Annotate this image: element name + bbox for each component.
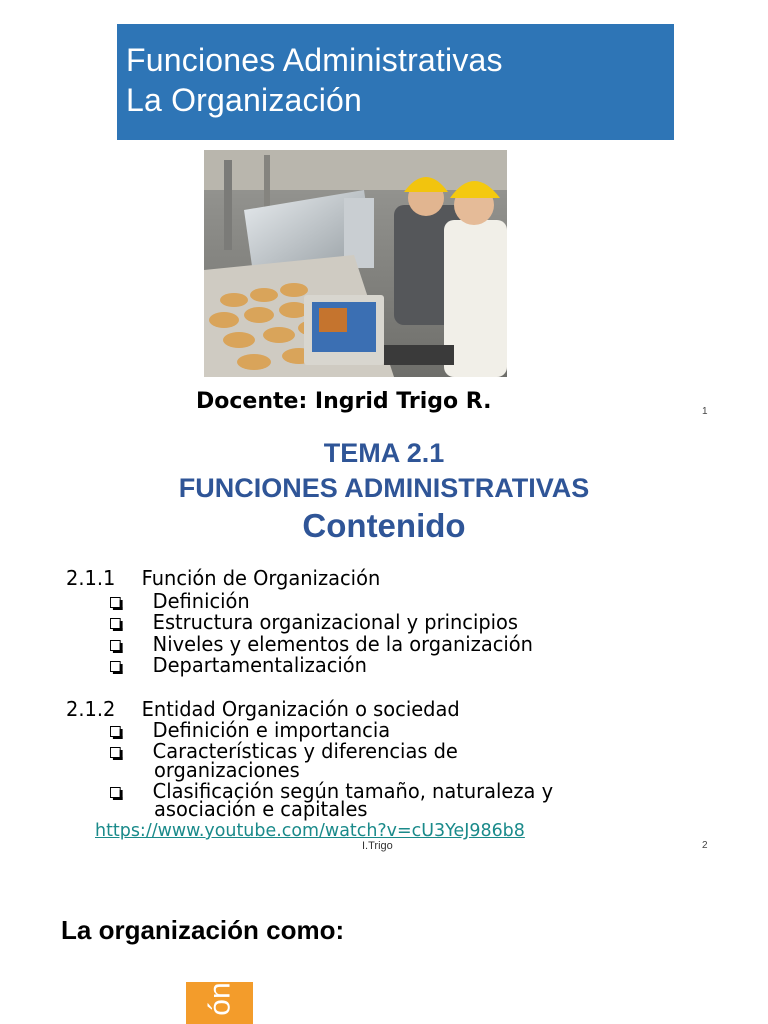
footer-author: I.Trigo <box>362 840 393 852</box>
section-number: 2.1.2 <box>66 697 116 721</box>
list-item-text: Niveles y elementos de la organización <box>152 632 533 656</box>
list-item-continuation <box>154 758 300 782</box>
contenido-heading: Contenido <box>302 507 466 544</box>
list-item-text: Clasificación según tamaño, naturaleza y <box>152 779 554 803</box>
title-banner <box>117 24 674 140</box>
section-2-1-2 <box>66 698 460 720</box>
list-item-text: asociación e capitales <box>154 797 368 821</box>
checkbox-bullet-icon <box>110 597 121 608</box>
slide3-heading: La organización como: <box>61 915 345 945</box>
checkbox-bullet-icon <box>110 747 121 758</box>
checkbox-bullet-icon <box>110 787 121 798</box>
checkbox-bullet-icon <box>110 618 121 629</box>
section-title: Entidad Organización o sociedad <box>141 697 460 721</box>
list-item-text: Definición <box>152 589 250 613</box>
section-number: 2.1.1 <box>66 566 116 590</box>
orange-tab <box>186 982 253 1024</box>
list-item-continuation <box>154 797 368 821</box>
checkbox-bullet-icon <box>110 661 121 672</box>
list-item-text: organizaciones <box>154 758 300 782</box>
list-item <box>110 591 250 611</box>
section-2-1-1 <box>66 567 380 589</box>
factory-workers-photo <box>204 150 507 377</box>
list-item <box>110 655 367 675</box>
page-number-1: 1 <box>702 406 708 417</box>
docente-label: Docente: Ingrid Trigo R. <box>196 389 492 414</box>
orange-tab-text: ón <box>203 982 237 1016</box>
section-title: Función de Organización <box>141 566 381 590</box>
title-line-2: La Organización <box>126 82 363 118</box>
page-number-2: 2 <box>702 840 708 851</box>
tema-heading: TEMA 2.1 <box>323 438 445 468</box>
checkbox-bullet-icon <box>110 640 121 651</box>
list-item-text: Estructura organizacional y principios <box>152 610 519 634</box>
list-item-text: Departamentalización <box>152 653 367 677</box>
title-line-1: Funciones Administrativas <box>126 42 503 78</box>
list-item-text: Definición e importancia <box>152 718 391 742</box>
checkbox-bullet-icon <box>110 726 121 737</box>
list-item-text: Características y diferencias de <box>152 739 458 763</box>
list-item <box>110 612 518 632</box>
list-item <box>110 720 390 740</box>
list-item <box>110 634 533 654</box>
funciones-heading: FUNCIONES ADMINISTRATIVAS <box>178 473 590 503</box>
youtube-link[interactable]: https://www.youtube.com/watch?v=cU3YeJ986b8 <box>95 820 525 841</box>
